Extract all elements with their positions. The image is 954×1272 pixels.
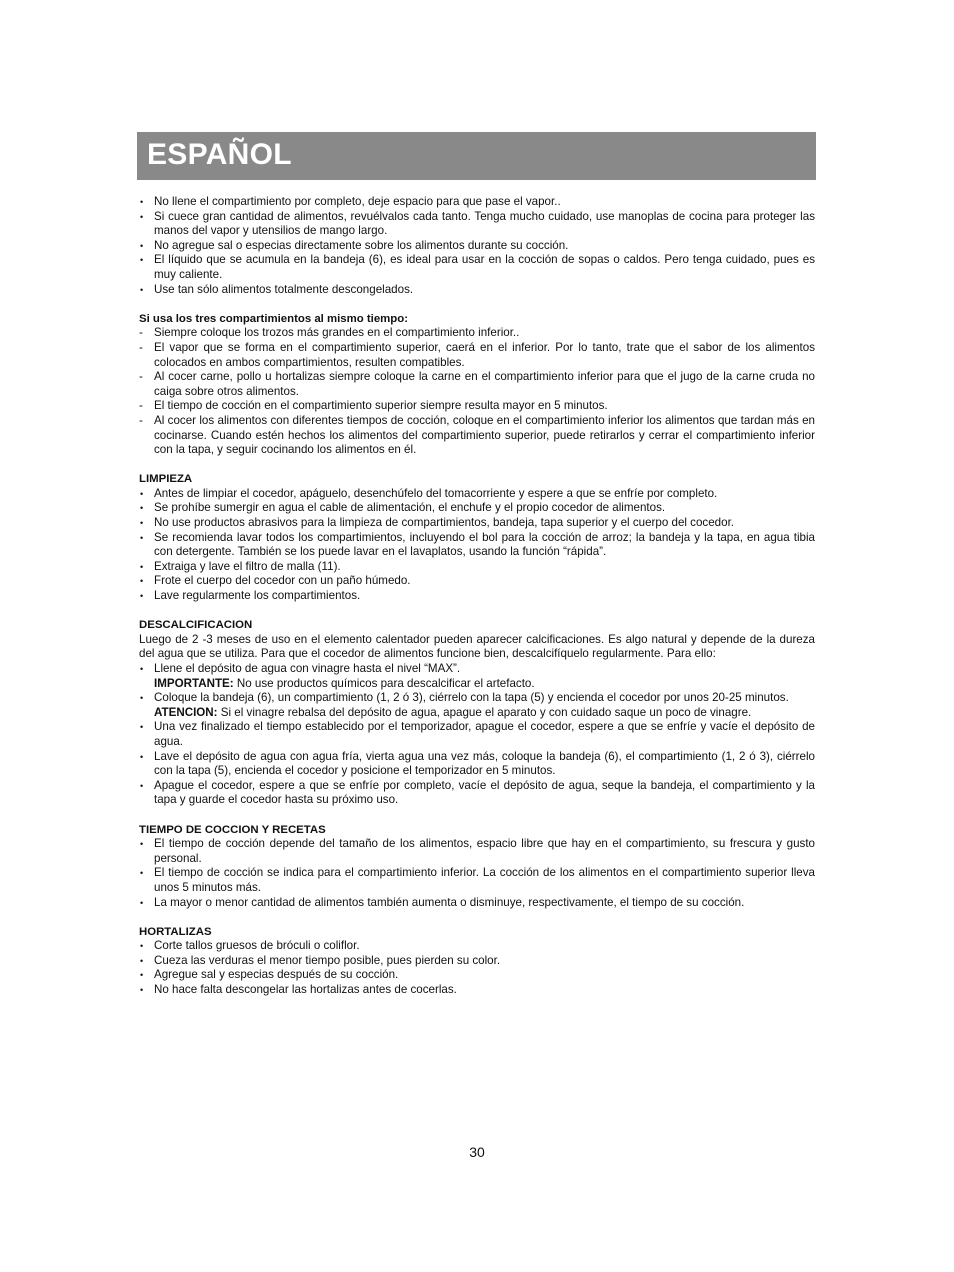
bullet-marker: • [140, 751, 144, 762]
bullet-marker: • [140, 197, 144, 207]
list-item: • Se prohíbe sumergir en agua el cable de alimentación, el enchufe y el propio cocedor de alimentos. [140, 501, 666, 515]
page-number: 30 [469, 1144, 485, 1160]
document-body [139, 195, 815, 998]
list-item: • Corte tallos gruesos de bróculi o coliflor. [140, 939, 360, 953]
section-heading: Si usa los tres compartimientos al mismo tiempo: [139, 312, 409, 325]
list-item: • Lave regularmente los compartimientos. [140, 589, 361, 603]
bullet-marker: • [140, 868, 144, 879]
list-item: • No llene el compartimiento por completo, deje espacio para que pase el vapor.. [140, 195, 561, 208]
descalcificacion-section [139, 618, 815, 808]
bullet-marker: • [140, 722, 144, 733]
dash-marker: - [139, 326, 143, 340]
list-item: • La mayor o menor cantidad de alimentos también aumenta o disminuye, respectivamente, el tiempo de su cocción. [140, 895, 745, 909]
hortalizas-section [139, 925, 815, 998]
list-item: • Coloque la bandeja (6), un compartimiento (1, 2 ó 3), ciérrelo con la tapa (5) y encienda el cocedor por unos 20-25 minutos. ATENCION: Si el vinagre rebalsa del depósito de agua, apague el aparato y con cuidado saque un poco de vinagre. [139, 691, 815, 720]
bullet-marker: • [140, 839, 144, 850]
dash-marker: - [139, 340, 143, 354]
bullet-marker: • [140, 503, 144, 514]
list-item: • Extraiga y lave el filtro de malla (11). [140, 559, 341, 573]
list-item: - Al cocer carne, pollo u hortalizas siempre coloque la carne en el compartimiento inferior para que el jugo de la carne cruda no caiga sobre otros alimentos. [139, 370, 815, 398]
limpieza-section [139, 472, 815, 603]
bullet-marker: • [140, 941, 144, 952]
bullet-marker: • [140, 211, 144, 222]
dash-marker: - [139, 413, 143, 427]
bullet-marker: • [140, 693, 144, 704]
list-item: • No agregue sal o especias directamente sobre los alimentos durante su cocción. [140, 238, 569, 252]
limpieza-list [139, 487, 815, 604]
section-heading: TIEMPO DE COCCION Y RECETAS [139, 823, 326, 836]
important-note: IMPORTANTE: No use productos químicos para descalcificar el artefacto. [154, 676, 535, 690]
bullet-marker: • [140, 664, 144, 674]
list-item: • Si cuece gran cantidad de alimentos, revuélvalos cada tanto. Tenga mucho cuidado, use manoplas de cocina para proteger las manos del vapor y utensilios de mango largo. [140, 209, 815, 238]
bullet-marker: • [140, 284, 144, 295]
bullet-marker: • [140, 561, 144, 572]
bullet-marker: • [140, 518, 144, 529]
intro-list [139, 195, 815, 297]
section-heading: DESCALCIFICACION [139, 619, 253, 632]
list-item: • Apague el cocedor, espere a que se enfríe por completo, vacíe el depósito de agua, seque la bandeja, el compartimiento y la tapa y guarde el cocedor hasta su próximo uso. [140, 778, 815, 807]
list-item: - El tiempo de cocción en el compartimiento superior siempre resulta mayor en 5 minutos. [139, 399, 608, 413]
list-item: • No use productos abrasivos para la limpieza de compartimientos, bandeja, tapa superior y el cuerpo del cocedor. [140, 516, 735, 530]
hortalizas-list [139, 939, 815, 997]
list-item: • Se recomienda lavar todos los compartimientos, incluyendo el bol para la cocción de arroz; la bandeja y la tapa, en agua tibia con detergente. También se los puede lavar en el lavaplatos, usando la función “rápida”. [140, 530, 815, 559]
bullet-marker: • [140, 897, 144, 908]
tres-section [139, 312, 815, 458]
bullet-marker: • [140, 985, 144, 996]
bullet-marker: • [140, 576, 144, 587]
tiempo-list [139, 837, 815, 910]
intro-section [139, 195, 815, 297]
section-heading: LIMPIEZA [139, 473, 193, 486]
list-item: • Use tan sólo alimentos totalmente descongelados. [140, 282, 414, 296]
tres-list [139, 326, 815, 457]
list-item: - Siempre coloque los trozos más grandes en el compartimiento inferior.. [139, 326, 520, 340]
bullet-marker: • [140, 488, 144, 499]
list-item: • Agregue sal y especias después de su cocción. [140, 968, 399, 982]
dash-marker: - [139, 370, 143, 384]
descal-list [139, 662, 815, 808]
list-item: - Al cocer los alimentos con diferentes tiempos de cocción, coloque en el compartimiento inferior los alimentos que tardan más en cocinarse. Cuando estén hechos los alimentos del compartimiento superior, puede retirarlos y cerrar el compartimiento inferior con la tapa, y seguir cocinando los alimentos en él. [139, 413, 815, 457]
tiempo-section [139, 823, 815, 911]
section-intro: Luego de 2 -3 meses de uso en el elemento calentador pueden aparecer calcificaciones. Es algo natural y depende de la dureza del agua que se utiliza. Para que el cocedor de alimentos funcione bien, descalcifíquelo regularmente. Para ello: [139, 632, 815, 661]
bullet-marker: • [140, 591, 144, 602]
list-item: • Cueza las verduras el menor tiempo posible, pues pierden su color. [140, 953, 501, 967]
list-item: • Frote el cuerpo del cocedor con un paño húmedo. [140, 574, 411, 588]
list-item: • El líquido que se acumula en la bandeja (6), es ideal para usar en la cocción de sopas o caldos. Pero tenga cuidado, pues es muy caliente. [140, 253, 815, 281]
warning-note: ATENCION: Si el vinagre rebalsa del depósito de agua, apague el aparato y con cuidado saque un poco de vinagre. [154, 705, 752, 719]
bullet-marker: • [140, 955, 144, 966]
page-title: ESPAÑOL [147, 138, 292, 171]
list-item: - El vapor que se forma en el compartimiento superior, caerá en el inferior. Por lo tanto, trate que el sabor de los alimentos colocados en ambos compartimientos, resulten compatibles. [139, 340, 815, 369]
bullet-marker: • [140, 532, 144, 543]
bullet-marker: • [140, 255, 144, 266]
list-item: • Antes de limpiar el cocedor, apáguelo, desenchúfelo del tomacorriente y espere a que se enfríe por completo. [140, 486, 718, 500]
list-item: • Lave el depósito de agua con agua fría, vierta agua una vez más, coloque la bandeja (6), el compartimiento (1, 2 ó 3), ciérrelo con la tapa (5), encienda el cocedor y posicione el temporizador en 5 minutos. [140, 749, 815, 778]
header-band [137, 132, 816, 180]
bullet-marker: • [140, 970, 144, 981]
list-item: • No hace falta descongelar las hortalizas antes de cocerlas. [140, 983, 457, 997]
list-item: • El tiempo de cocción depende del tamaño de los alimentos, espacio libre que hay en el compartimiento, su frescura y gusto personal. [140, 837, 815, 865]
section-heading: HORTALIZAS [139, 925, 212, 938]
bullet-marker: • [140, 780, 144, 791]
list-item: • Llene el depósito de agua con vinagre hasta el nivel “MAX”. IMPORTANTE: No use productos químicos para descalcificar el artefacto. [139, 662, 815, 691]
list-item: • Una vez finalizado el tiempo establecido por el temporizador, apague el cocedor, espere a que se enfríe y vacíe el depósito de agua. [140, 720, 815, 748]
list-item: • El tiempo de cocción se indica para el compartimiento inferior. La cocción de los alimentos en el compartimiento superior lleva unos 5 minutos más. [140, 866, 815, 894]
bullet-marker: • [140, 240, 144, 251]
dash-marker: - [139, 399, 143, 413]
